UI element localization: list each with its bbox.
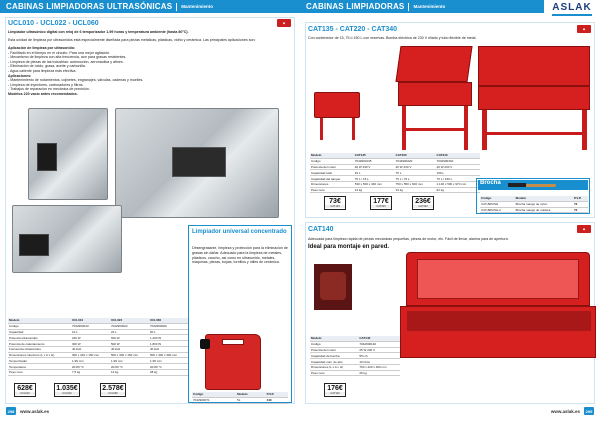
aslak-logo bbox=[548, 0, 596, 18]
price-code: UCL022 bbox=[55, 392, 79, 395]
cat140-subtitle: Ideal para montaje en pared. bbox=[308, 244, 390, 250]
table-header-cell: Modelo bbox=[236, 392, 266, 397]
ucl-intro: Limpiador ultrasónico digital con reloj de 6 temporizador 1-99 horas y temperatura ambiente (hasta 80°C). bbox=[8, 30, 189, 34]
leg bbox=[320, 118, 323, 140]
table-header-cell: CAT135 bbox=[354, 153, 395, 158]
price-tag-cat220 bbox=[370, 196, 392, 210]
table-cell: 40 kHz bbox=[71, 346, 110, 352]
left-header-title: CABINAS LIMPIADORAS ULTRASÓNICAS bbox=[6, 2, 173, 11]
bullet-line: - Facilitado en el tiempo en el circuito. Para una mejor agitación. bbox=[8, 50, 111, 55]
table-header-cell: CAT140 bbox=[358, 336, 400, 341]
table-cell: 20-80 °C bbox=[149, 364, 188, 370]
table-header-cell: Modelo bbox=[515, 196, 573, 201]
price-code: CAT220 bbox=[371, 205, 391, 208]
price-code: UCL010 bbox=[15, 392, 35, 395]
table-cell: Temperatura bbox=[8, 364, 71, 370]
table-cell: 20-80 °C bbox=[110, 364, 149, 370]
table-cell: 1.800 W bbox=[149, 341, 188, 347]
table-cell: Código bbox=[310, 341, 358, 347]
table-cell: 75 L / 15 L bbox=[354, 176, 395, 182]
table-cell: 1-99 min bbox=[71, 358, 110, 364]
price-code: CAT135 bbox=[325, 205, 345, 208]
cat140-spec-table bbox=[310, 336, 400, 376]
price-value: 177€ bbox=[373, 198, 389, 205]
price-tag-cat340 bbox=[412, 196, 434, 210]
table-cell: 600 W bbox=[110, 335, 149, 341]
tank bbox=[478, 86, 590, 110]
price-tag-cat135 bbox=[324, 196, 346, 210]
table-cell: 7042900060 bbox=[149, 323, 188, 329]
left-page-number: 298 bbox=[7, 408, 15, 414]
bullet-line: - Eliminación de óxido, grasa, aceite y carbonilla. bbox=[8, 64, 86, 69]
right-page-number: 299 bbox=[585, 408, 593, 414]
table-cell: 12 kg bbox=[110, 370, 149, 376]
table-cell: 75 L / 150 L bbox=[436, 176, 480, 182]
price-code: CAT140 bbox=[325, 392, 345, 395]
table-cell: 40 W 230 V bbox=[436, 164, 480, 170]
inner-panel bbox=[417, 259, 579, 299]
table-cell: 1.130 x 500 x 970 mm bbox=[436, 181, 480, 187]
control-panel bbox=[172, 147, 226, 177]
lid bbox=[478, 46, 590, 86]
table-cell: 52 kg bbox=[436, 187, 480, 193]
left-header bbox=[0, 0, 300, 13]
control-panel bbox=[37, 143, 57, 171]
spec-header-cell: UCL060 bbox=[149, 318, 188, 323]
table-cell: 150 L bbox=[436, 170, 480, 176]
price-tag-ucl060 bbox=[100, 383, 126, 397]
brocha-table bbox=[480, 196, 588, 213]
table-cell: Potencia ultrasonidos bbox=[8, 335, 71, 341]
cat-product-title: CAT135 - CAT220 - CAT340 bbox=[308, 26, 398, 33]
table-row bbox=[8, 370, 188, 376]
can-cap bbox=[200, 339, 210, 349]
price-value: 1.035€ bbox=[56, 385, 78, 392]
basin bbox=[400, 306, 596, 358]
table-cell: Peso neto bbox=[310, 370, 358, 376]
brush-image bbox=[508, 182, 558, 188]
table-cell: 13 kg bbox=[354, 187, 395, 193]
warranty-badge-icon: ◆ bbox=[277, 19, 291, 27]
spec-header-cell: UCL022 bbox=[110, 318, 149, 323]
table-cell: 40 W 230 V bbox=[395, 164, 436, 170]
brush-handle bbox=[526, 184, 556, 187]
table-cell: Código bbox=[8, 323, 71, 329]
ucl-spec-table bbox=[8, 318, 188, 376]
table-cell: 55 L/h bbox=[358, 353, 400, 359]
brand-name: ASLAK bbox=[552, 2, 592, 13]
left-header-subtitle: Mantenimiento bbox=[181, 4, 214, 9]
table-cell: 300 W bbox=[71, 341, 110, 347]
table-cell: 40 W 230 V bbox=[354, 164, 395, 170]
table-cell: 7042900022 bbox=[110, 323, 149, 329]
hands-in-tank bbox=[320, 272, 346, 300]
table-cell: 500 W bbox=[110, 341, 149, 347]
price-code: CAT340 bbox=[413, 205, 433, 208]
table-cell: 300 x 240 x 150 mm bbox=[71, 352, 110, 358]
table-cell: 7042900010 bbox=[71, 323, 110, 329]
table-header-cell: Código bbox=[480, 196, 515, 201]
price-tag-ucl022 bbox=[54, 383, 80, 397]
cat140-intro: Adecuada para limpieza rápida de piezas mecánicas pequeñas, piezas de motor, etc. Fácil de llevar, alarma para de apertura. bbox=[308, 237, 509, 241]
table-cell: Capacidad del tanque bbox=[310, 176, 354, 182]
brush-bristles bbox=[508, 183, 526, 187]
table-row bbox=[310, 370, 400, 376]
price-value: 236€ bbox=[415, 198, 431, 205]
table-cell: 7042900071 bbox=[192, 397, 236, 403]
right-website[interactable]: www.aslak.es bbox=[550, 408, 580, 414]
price-value: 628€ bbox=[17, 385, 33, 392]
header-separator bbox=[176, 3, 177, 11]
bullet-line: - Limpieza de piezas de las industrias: automoción, aeronáutica y afines. bbox=[8, 59, 124, 64]
bullet-line: - Agua caliente para limpieza más efectiva. bbox=[8, 68, 77, 73]
table-cell: 7042900135 bbox=[354, 158, 395, 164]
table-cell: Potencia del motor bbox=[310, 164, 354, 170]
table-cell: 10 litros bbox=[358, 359, 400, 365]
table-cell: CAT-BRUSH-2 bbox=[480, 207, 515, 213]
bullet-line: - Trabajos de reparación en mecánica de precisión. bbox=[8, 87, 90, 92]
can-handle bbox=[222, 339, 244, 345]
leg bbox=[482, 110, 487, 150]
table-cell: 7€ bbox=[573, 201, 588, 207]
table-header-cell: Modelo bbox=[310, 336, 358, 341]
table-cell: 40 kHz bbox=[149, 346, 188, 352]
right-header-subtitle: Mantenimiento bbox=[413, 4, 446, 9]
table-cell: Capacidad de bomba bbox=[310, 353, 358, 359]
brand-underline bbox=[552, 14, 592, 16]
table-cell: Frecuencia ultrasonidos bbox=[8, 346, 71, 352]
price-code: UCL060 bbox=[101, 392, 125, 395]
table-cell: 7042900340 bbox=[436, 158, 480, 164]
ultrasonic-cleaner-large-image bbox=[115, 108, 279, 218]
table-cell: Capacidad total bbox=[310, 170, 354, 176]
table-header-cell: CAT340 bbox=[436, 153, 480, 158]
limpiador-table bbox=[192, 392, 288, 404]
right-footer bbox=[306, 407, 594, 415]
ucl-product-title: UCL010 - UCL022 - UCL060 bbox=[8, 20, 99, 27]
table-cell: 5L bbox=[236, 397, 266, 403]
table-cell: 750 x 550 x 600 mm bbox=[395, 181, 436, 187]
table-cell: 40 kHz bbox=[110, 346, 149, 352]
table-cell: Temporizador bbox=[8, 358, 71, 364]
ultrasonic-cleaner-small-image bbox=[28, 108, 108, 200]
table-header-cell: CAT220 bbox=[395, 153, 436, 158]
bullet-line: Aplicación de limpieza por ultrasonido: bbox=[8, 46, 76, 50]
table-cell: 15 L bbox=[354, 170, 395, 176]
table-cell: 7042900220 bbox=[395, 158, 436, 164]
table-cell: 22 L bbox=[110, 329, 149, 335]
ucl-paragraph: Esta unidad de limpieza por ultrasonidos está especialmente diseñada para piezas metálicas, plásticas, vidrio y cerámica. Las principales aplicaciones son: bbox=[8, 38, 256, 42]
bullet-line: - Mantenimiento de rodamientos, cojinetes, engranajes, válvulas, cadenas y muelles. bbox=[8, 78, 144, 83]
brocha-title: Brocha bbox=[478, 180, 588, 190]
left-footer bbox=[6, 407, 294, 415]
basin-inner bbox=[407, 311, 591, 331]
back-panel bbox=[406, 252, 590, 306]
ucl-bullets bbox=[8, 46, 290, 97]
table-cell: Potencia del motor bbox=[310, 347, 358, 353]
table-cell: 1.200 W bbox=[149, 335, 188, 341]
price-value: 176€ bbox=[327, 385, 343, 392]
table-cell: Capacidad bbox=[8, 329, 71, 335]
spec-header-cell: Modelo bbox=[8, 318, 71, 323]
table-cell: Dimensiones interiores (L x A x H) bbox=[8, 352, 71, 358]
table-cell: 7,5 kg bbox=[71, 370, 110, 376]
lid bbox=[395, 46, 472, 82]
table-header-cell: P.V.P. bbox=[573, 196, 588, 201]
table-cell: 10 L bbox=[71, 329, 110, 335]
table-cell: 25 W 230 V bbox=[358, 347, 400, 353]
table-cell: Capacidad max. de alto bbox=[310, 359, 358, 365]
price-tag-cat140 bbox=[324, 383, 346, 397]
table-cell: Brocha mango de madera bbox=[515, 207, 573, 213]
table-cell: 28 kg bbox=[149, 370, 188, 376]
table-cell: 26 kg bbox=[358, 370, 400, 376]
table-header-cell: Modelo bbox=[310, 153, 354, 158]
ucl-footer-note: Modelos 220 vacío antes recomendados. bbox=[8, 91, 78, 96]
cat-spec-table bbox=[310, 153, 480, 193]
table-cell: 500 x 400 x 300 mm bbox=[149, 352, 188, 358]
table-cell: 500 x 300 x 150 mm bbox=[110, 352, 149, 358]
table-cell: 75 L / 75 L bbox=[395, 176, 436, 182]
bullet-line: Aplicaciones: bbox=[8, 73, 32, 78]
usage-photo bbox=[314, 264, 352, 310]
limpiador-title: Limpiador universal concentrado bbox=[192, 229, 287, 235]
table-cell: 7042900140 bbox=[358, 341, 400, 347]
ultrasonic-cleaner-medium-image bbox=[12, 205, 122, 273]
warranty-badge-icon: ◆ bbox=[577, 25, 591, 33]
table-cell: Código bbox=[310, 158, 354, 164]
jerry-can-image bbox=[205, 334, 261, 390]
table-cell: 1-99 min bbox=[149, 358, 188, 364]
cat-intro: Con contenedor de 15, 75 ó 150 L con reservas. Bomba eléctrica de 230 V ellado y tubo flexible de metal. bbox=[308, 36, 477, 40]
table-cell: Brocha mango de nylon bbox=[515, 201, 573, 207]
tank bbox=[398, 82, 472, 106]
left-website[interactable]: www.aslak.es bbox=[20, 408, 50, 414]
right-header-title: CABINAS LIMPIADORAS bbox=[306, 2, 405, 11]
table-cell: 44€ bbox=[266, 397, 288, 403]
limpiador-text: Desengrasante, limpieza y protección para la eliminación de grasas sin dañar. Adecuado para la limpieza de metales, plásticos, caucho, así como en ultrasonido, metales, máquinas, piezas, bujías, tornillos y útiles de cerámica. bbox=[192, 246, 288, 265]
table-header-cell: Código bbox=[192, 392, 236, 397]
shelf bbox=[402, 128, 468, 131]
table-cell: Peso neto bbox=[310, 187, 354, 193]
table-cell: 60 L bbox=[149, 329, 188, 335]
table-row bbox=[310, 187, 480, 193]
price-value: 2.578€ bbox=[102, 385, 124, 392]
bullet-line: - Mecanismo de limpieza con alta frecuencia, aun para grasas resistentes. bbox=[8, 55, 127, 60]
table-cell: Potencia de calentamiento bbox=[8, 341, 71, 347]
right-header bbox=[300, 0, 544, 13]
table-cell: 7€ bbox=[573, 207, 588, 213]
cat140-title: CAT140 bbox=[308, 226, 334, 233]
warranty-badge-icon: ◆ bbox=[577, 225, 591, 233]
table-cell: 1-99 min bbox=[110, 358, 149, 364]
table-row bbox=[480, 207, 588, 213]
table-cell: 240 W bbox=[71, 335, 110, 341]
table-cell: 20-80 °C bbox=[71, 364, 110, 370]
price-tag-ucl010 bbox=[14, 383, 36, 397]
table-cell: 33 kg bbox=[395, 187, 436, 193]
table-cell: Dimensiones (L x A x H) bbox=[310, 364, 358, 370]
table-cell: 75 L bbox=[395, 170, 436, 176]
control-panel bbox=[19, 234, 49, 256]
small-tank bbox=[314, 92, 360, 118]
leg bbox=[352, 118, 355, 140]
table-cell: CAT-BRUSH bbox=[480, 201, 515, 207]
table-cell: 760 x 420 x 460 mm bbox=[358, 364, 400, 370]
shelf bbox=[482, 132, 587, 135]
spec-header-cell: UCL010 bbox=[71, 318, 110, 323]
bullet-line: - Limpieza de inyectores, carburadores y filtros. bbox=[8, 82, 84, 87]
table-header-cell: P.V.P. bbox=[266, 392, 288, 397]
table-cell: 530 x 500 x 340 mm bbox=[354, 181, 395, 187]
table-cell: Dimensiones bbox=[310, 181, 354, 187]
right-page bbox=[300, 0, 600, 421]
header-separator bbox=[408, 3, 409, 11]
price-value: 73€ bbox=[329, 198, 341, 205]
leg bbox=[582, 110, 587, 150]
table-cell: Peso neto bbox=[8, 370, 71, 376]
